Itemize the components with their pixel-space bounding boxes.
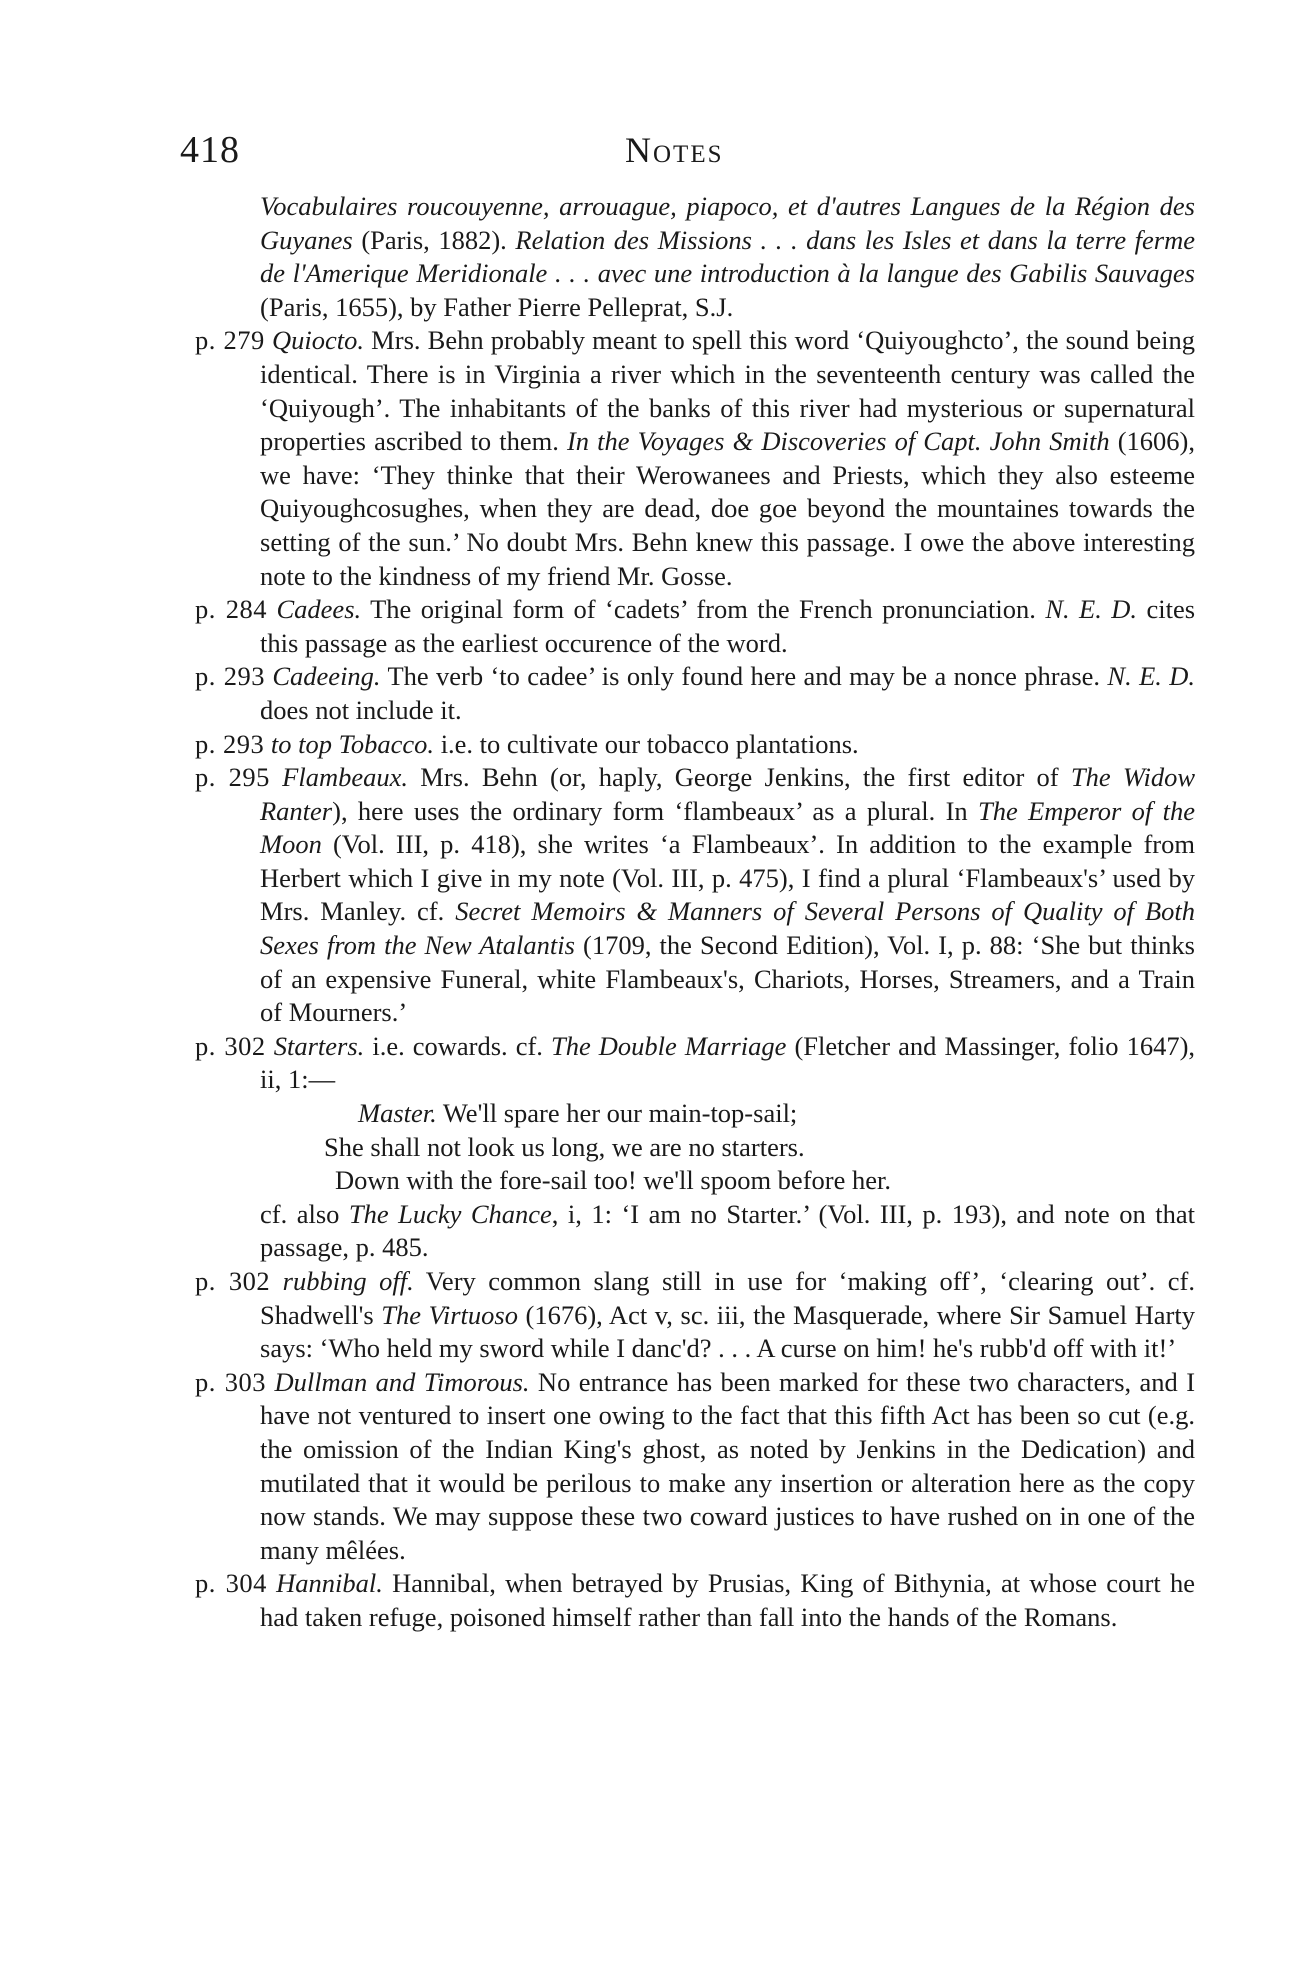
note-entry (195, 1366, 1195, 1568)
running-title: Notes (625, 130, 724, 170)
note-text: i.e. to cultivate our tobacco plantations. (434, 728, 859, 759)
running-head (180, 128, 1180, 172)
note-text: , i, 1: ‘I am no Starter.’ (Vol. III, p. 193), and note on that passage, p. 485. (260, 1198, 1195, 1263)
italic-text: Secret Memoirs & Manners of Several Persons of Quality of Both Sexes from the New Atalantis (260, 896, 1195, 961)
note-lemma: to top Tobacco. (270, 728, 435, 759)
note-page-ref: p. 303 (195, 1366, 267, 1397)
note-page-ref: p. 295 (195, 762, 270, 793)
page-number: 418 (180, 129, 240, 171)
note-text: The verb ‘to cadee’ is only found here and may be a nonce phrase. (380, 661, 1108, 692)
italic-text: The Virtuoso (381, 1299, 518, 1330)
note-text: (Paris, 1655), by Father Pierre Pelleprat, S.J. (260, 291, 734, 322)
verse-text: Down with the fore-sail too! we'll spoom before her. (335, 1165, 891, 1196)
note-text: ), here uses the ordinary form ‘flambeaux’ as a plural. In (332, 795, 979, 826)
note-text: (1676), Act v, sc. iii, the Masquerade, where Sir Samuel Harty says: ‘Who held my sword while I danc'd? . . . A curse on him! he's rubb'd off with it!’ (260, 1299, 1195, 1364)
italic-text: The Widow Ranter (260, 762, 1196, 826)
note-entry (195, 660, 1195, 727)
verse-line (260, 1131, 1195, 1165)
note-text: The original form of ‘cadets’ from the French pronunciation. (361, 594, 1046, 625)
verse-speaker: Master. (358, 1098, 437, 1129)
note-entry (195, 324, 1195, 593)
note-text: (Fletcher and Massinger, folio 1647), ii, 1:— (260, 1030, 1196, 1095)
note-text: does not include it. (260, 694, 462, 725)
note-entry (195, 593, 1195, 660)
note-entry (195, 1265, 1195, 1366)
note-page-ref: p. 293 (195, 661, 265, 692)
note-text: Hannibal, when betrayed by Prusias, King of Bithynia, at whose court he had taken refuge, poisoned himself rather than fall into the hands of the Romans. (260, 1568, 1195, 1632)
note-lemma: Starters. (273, 1030, 365, 1061)
note-entry (195, 1030, 1195, 1097)
italic-text: Vocabulaires roucouyenne, arrouague, piapoco, et d'autres Langues de la Région des Guyanes (260, 191, 1195, 255)
notes-list (195, 324, 1195, 1634)
note-text: Very common slang still in use for ‘making off’, ‘clearing out’. cf. Shadwell's (260, 1266, 1196, 1330)
note-page-ref: p. 284 (195, 594, 268, 625)
note-lemma: rubbing off. (282, 1266, 414, 1296)
note-entry (195, 728, 1195, 762)
italic-text: Relation des Missions . . . dans les Isles et dans la terre ferme de l'Amerique Meridionale . . . avec une introduction à la langue des Gabilis Sauvages (260, 224, 1196, 289)
italic-text: The Emperor of the Moon (260, 795, 1196, 860)
note-lemma: Quiocto. (272, 325, 364, 356)
verse-quotation (195, 1097, 1195, 1198)
note-text: (1709, the Second Edition), Vol. I, p. 88: ‘She but thinks of an expensive Funeral, white Flambeaux's, Chariots, Horses, Streamers, and a Train of Mourners.’ (260, 930, 1195, 1028)
verse-text: We'll spare her our main-top-sail; (436, 1098, 798, 1129)
note-text: Mrs. Behn probably meant to spell this word ‘Quiyoughcto’, the sound being identical. There is in Virginia a river which in the seventeenth century was called the ‘Quiyough’. The inhabitants of the banks of this river had mysterious or supernatural properties ascribed to them. (260, 325, 1196, 457)
note-continuation (195, 1198, 1195, 1265)
verse-text: She shall not look us long, we are no starters. (324, 1131, 805, 1162)
italic-text: The Double Marriage (550, 1030, 787, 1061)
note-text: cites this passage as the earliest occurence of the word. (260, 594, 1196, 658)
italic-text: The Lucky Chance (348, 1198, 552, 1229)
note-lemma: Cadees. (276, 594, 362, 625)
verse-line (260, 1164, 1195, 1198)
note-lemma: Cadeeing. (272, 661, 381, 692)
verse-line (260, 1097, 1195, 1131)
note-page-ref: p. 302 (195, 1030, 266, 1061)
note-text: (Vol. III, p. 418), she writes ‘a Flambeaux’. In addition to the example from Herbert which I give in my note (Vol. III, p. 475), I find a plural ‘Flambeaux's’ used by Mrs. Manley. cf. (260, 829, 1195, 927)
italic-text: N. E. D. (1045, 594, 1138, 625)
note-entry (195, 1567, 1195, 1634)
note-lemma: Hannibal. (276, 1568, 383, 1599)
note-page-ref: p. 293 (195, 728, 265, 759)
italic-text: In the Voyages & Discoveries of Capt. John Smith (566, 426, 1110, 457)
note-text: (1606), we have: ‘They thinke that their Werowanees and Priests, which they also esteeme Quiyoughcosughes, when they are dead, doe goe beyond the mountaines towards the setting of the sun.’ No doubt Mrs. Behn knew this passage. I owe the above interesting note to the kindness of my friend Mr. Gosse. (260, 426, 1195, 591)
note-page-ref: p. 279 (195, 325, 265, 356)
note-entry (195, 761, 1195, 1030)
note-lemma: Dullman and Timorous. (274, 1366, 530, 1397)
notes-body (195, 190, 1195, 1635)
note-page-ref: p. 302 (195, 1266, 271, 1296)
note-text: i.e. cowards. cf. (364, 1030, 551, 1061)
intro-continuation (195, 190, 1195, 324)
note-page-ref: p. 304 (195, 1568, 267, 1599)
italic-text: N. E. D. (1107, 661, 1196, 692)
note-lemma: Flambeaux. (282, 762, 408, 793)
note-text: (Paris, 1882). (352, 224, 516, 255)
note-text: Mrs. Behn (or, haply, George Jenkins, the first editor of (408, 762, 1071, 793)
note-text: No entrance has been marked for these two characters, and I have not ventured to insert one owing to the fact that this fifth Act has been so cut (e.g. the omission of the Indian King's ghost, as noted by Jenkins in the Dedication) and mutilated that it would be perilous to make any insertion or alteration here as the copy now stands. We may suppose these two coward justices to have rushed on in one of the many mêlées. (260, 1366, 1196, 1565)
note-text: cf. also (260, 1198, 349, 1229)
